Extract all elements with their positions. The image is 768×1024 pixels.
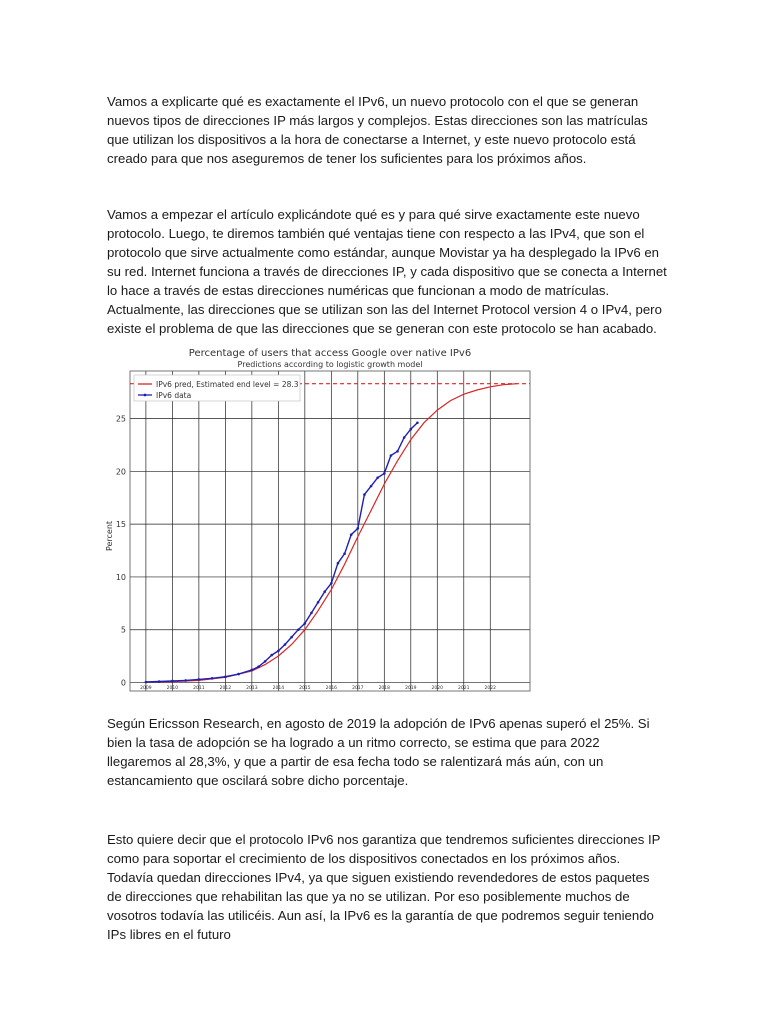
data-point [211, 677, 214, 680]
x-tick-label: 2009 [140, 686, 152, 691]
data-point [357, 527, 360, 530]
data-point [270, 654, 273, 657]
x-tick-label: 2018 [378, 686, 391, 691]
data-point [284, 643, 287, 646]
x-tick-label: 2020 [431, 686, 444, 691]
chart-svg [100, 343, 532, 695]
x-tick-label: 2012 [219, 686, 232, 691]
data-point [317, 601, 320, 604]
x-tick-label: 2015 [299, 686, 311, 691]
x-tick-label: 2013 [246, 686, 258, 691]
data-point [277, 650, 280, 653]
data-point [297, 628, 300, 631]
chart-title: Percentage of users that access Google over native IPv6 [188, 348, 472, 359]
chart-series [130, 384, 530, 684]
y-tick-label: 10 [115, 572, 126, 582]
intro-paragraph: Vamos a explicarte qué es exactamente el IPv6, un nuevo protocolo con el que se generan nuevos tipos de direcciones IP más largos y complejos. Estas direcciones son las matrículas que utilizan los dispositivos a la hora de conectarse a Internet, y este nuevo protocolo está creado para que nos aseguremos de tener los suficientes para los próximos años. [107, 94, 648, 166]
plot-frame [130, 371, 530, 691]
conclusion-paragraph: Esto quiere decir que el protocolo IPv6 nos garantiza que tendremos suficientes direcciones IP como para soportar el crecimiento de los dispositivos conectados en los próximos años. Todavía quedan direcciones IPv4, ya que siguen existiendo revendedores de estos paquetes de direcciones que rehabilitan las que ya no se utilizan. Por eso posiblemente muchos de vosotros todavía las utilicéis. Aun así, la IPv6 es la garantía de que podremos seguir teniendo IPs libres en el futuro [107, 832, 661, 942]
data-point [343, 552, 346, 555]
data-point [337, 562, 340, 565]
data-point [323, 590, 326, 593]
data-point [237, 673, 240, 676]
data-point [171, 680, 174, 683]
x-tick-label: 2016 [325, 686, 338, 691]
data-point [257, 665, 260, 668]
x-tick-label: 2019 [405, 686, 417, 691]
legend-entry: IPv6 data [156, 391, 192, 400]
data-point [363, 493, 366, 496]
data-point [251, 669, 254, 672]
data-point [403, 436, 406, 439]
data-point [290, 636, 293, 639]
data-point [376, 476, 379, 479]
chart-legend [134, 375, 300, 401]
y-tick-label: 25 [115, 414, 126, 424]
data-point [383, 472, 386, 475]
y-axis-label: Percent [105, 520, 114, 552]
ericsson-research-paragraph: Según Ericsson Research, en agosto de 2019 la adopción de IPv6 apenas superó el 25%. Si bien la tasa de adopción se ha logrado a un ritmo correcto, se estima que para 2022 llegaremos al 28,3%, y que a partir de esa fecha todo se ralentizará más aún, con un estancamiento que oscilará sobre dicho porcentaje. [107, 716, 650, 788]
data-point [264, 660, 267, 663]
x-tick-label: 2021 [458, 686, 470, 691]
legend-marker [144, 394, 147, 397]
data-point [304, 622, 307, 625]
x-tick-label: 2022 [484, 686, 496, 691]
x-tick-label: 2017 [352, 686, 364, 691]
ipv6-adoption-chart [100, 343, 532, 695]
x-tick-label: 2014 [272, 686, 285, 691]
axis-ticks [116, 415, 496, 691]
x-tick-label: 2011 [193, 686, 205, 691]
data-point [198, 678, 201, 681]
y-tick-label: 20 [115, 467, 126, 477]
data-point [409, 428, 412, 431]
legend-entry: IPv6 pred, Estimated end level = 28.3 [156, 380, 299, 389]
y-tick-label: 0 [120, 678, 126, 688]
data-point [330, 582, 333, 585]
y-tick-label: 15 [115, 520, 126, 530]
article-paragraph-what-is-ipv6: Vamos a empezar el artículo explicándote qué es y para qué sirve exactamente este nuevo protocolo. Luego, te diremos también qué ventajas tiene con respecto a las IPv4, que son el protocolo que sirve actualmente como estándar, aunque Movistar ya ha desplegado la IPv6 en su red. Internet funciona a través de direcciones IP, y cada dispositivo que se conecta a Internet lo hace a través de estas direcciones numéricas que funcionan a modo de matrículas. Actualmente, las direcciones que se utilizan son las del Internet Protocol version 4 o IPv4, pero existe el problema de que las direcciones que se generan con este protocolo se han acabado. [107, 207, 667, 336]
y-tick-label: 5 [120, 625, 126, 635]
data-point [145, 681, 148, 684]
data-point [416, 421, 419, 424]
data-point [158, 680, 161, 683]
chart-grid [130, 371, 530, 691]
data-point [224, 675, 227, 678]
data-point [350, 533, 353, 536]
data-point [184, 679, 187, 682]
chart-subtitle: Predictions according to logistic growth model [237, 360, 423, 369]
data-point [396, 450, 399, 453]
x-tick-label: 2010 [166, 686, 179, 691]
data-series-line [146, 423, 418, 682]
data-point [310, 612, 313, 615]
data-point [370, 485, 373, 488]
data-point [390, 454, 393, 457]
